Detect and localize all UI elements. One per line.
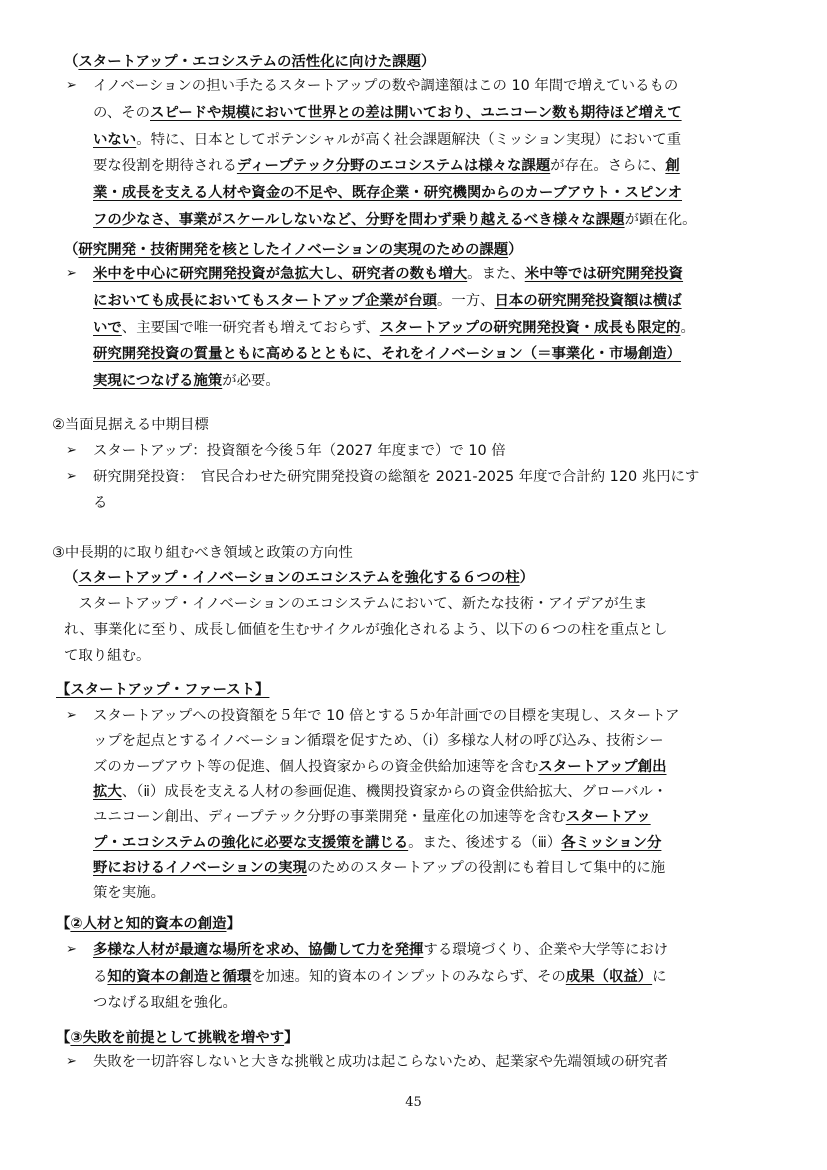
goal-rnd-cont: る bbox=[93, 495, 108, 511]
text-run: 野におけるイノベーションの実現 bbox=[93, 859, 307, 876]
text-run: 【スタートアップ・ファースト】 bbox=[56, 682, 270, 698]
text-run: 【 bbox=[56, 916, 71, 932]
text-run: スタートアップ・イノベーションのエコシステムを強化する６つの柱 bbox=[78, 570, 520, 586]
text-run: の、その bbox=[93, 104, 150, 121]
text-run: （ bbox=[64, 570, 79, 586]
paragraph-line bbox=[93, 731, 664, 751]
text-run: 研究開発・技術開発を核としたイノベーションの実現のための課題 bbox=[78, 242, 509, 258]
text-run: 。また、 bbox=[467, 266, 525, 282]
text-run: いで bbox=[93, 319, 122, 336]
text-run: が存在。さらに、 bbox=[550, 158, 666, 175]
text-run: が必要。 bbox=[222, 373, 280, 390]
text-run: ディープテック分野のエコシステムは様々な課題 bbox=[236, 158, 551, 175]
pillar-heading bbox=[56, 914, 241, 934]
paragraph-line bbox=[93, 344, 681, 364]
text-run: る bbox=[93, 968, 108, 985]
bullet-arrow-icon: ➢ bbox=[66, 469, 77, 484]
bullet-arrow-icon: ➢ bbox=[66, 266, 77, 281]
text-run: スピードや規模において世界との差は開いており、ユニコーン数も期待ほど増えて bbox=[150, 104, 682, 121]
text-run: スタートアップの研究開発投資・成長も限定的 bbox=[379, 319, 681, 336]
section-title: ②当面見据える中期目標 bbox=[52, 417, 209, 433]
paragraph-line bbox=[93, 76, 678, 96]
text-run: ②人材と知的資本の創造 bbox=[70, 916, 227, 932]
text-run: ユニコーン創出、ディープテック分野の事業開発・量産化の加速等を含む bbox=[93, 809, 566, 826]
text-run: 成果（収益） bbox=[565, 968, 653, 985]
text-run: スタートアップへの投資額を５年で 10 倍とする５か年計画での目標を実現し、スタートア bbox=[93, 708, 680, 724]
bullet-arrow-icon: ➢ bbox=[66, 708, 77, 723]
text-run: 要な役割を期待される bbox=[93, 158, 237, 175]
text-run: 】 bbox=[226, 916, 241, 932]
text-run: イノベーションの担い手たるスタートアップの数や調達額はこの 10 年間で増えているもの bbox=[93, 78, 679, 94]
bullet-arrow-icon: ➢ bbox=[66, 942, 77, 957]
text-run: 。一方、 bbox=[436, 292, 495, 309]
text-run: に bbox=[652, 968, 667, 985]
paragraph-line bbox=[93, 858, 665, 878]
bullet-arrow-icon: ➢ bbox=[66, 443, 77, 458]
text-run: 策を実施。 bbox=[93, 885, 165, 902]
paragraph-line bbox=[93, 967, 667, 987]
paragraph-line bbox=[93, 993, 237, 1013]
paragraph-line bbox=[93, 940, 668, 960]
paragraph-line bbox=[93, 807, 651, 827]
text-run: が顕在化。 bbox=[624, 212, 697, 228]
paragraph-line bbox=[93, 706, 680, 726]
text-run: 。 bbox=[680, 319, 695, 336]
text-run: スタートアップ創出 bbox=[538, 758, 667, 775]
text-run: する環境づくり、企業や大学等におけ bbox=[423, 942, 669, 958]
text-run: ） bbox=[508, 242, 523, 258]
section-heading bbox=[64, 568, 534, 588]
text-run: 米中を中心に研究開発投資が急拡大し、研究者の数も増大 bbox=[93, 266, 468, 282]
text-run: 実現につなげる施策 bbox=[93, 373, 223, 390]
paragraph-line bbox=[93, 156, 680, 176]
text-run: 研究開発投資の質量ともに高めるとともに、それをイノベーション（＝事業化・市場創造） bbox=[93, 346, 682, 363]
goal-rnd: 研究開発投資： 官民合わせた研究開発投資の総額を 2021-2025 年度で合計約 120 兆円にす bbox=[93, 469, 700, 485]
text-run: のためのスタートアップの役割にも着目して集中的に施 bbox=[306, 859, 666, 876]
text-run: いない bbox=[93, 131, 137, 148]
text-run: プ・エコシステムの強化に必要な支援策を講じる bbox=[93, 834, 409, 851]
section-title: ③中長期的に取り組むべき領域と政策の方向性 bbox=[52, 545, 353, 561]
section-heading bbox=[64, 52, 435, 72]
section-heading bbox=[64, 240, 523, 260]
text-run: 】 bbox=[284, 1030, 299, 1046]
text-run: 業・成長を支える人材や資金の不足や、既存企業・研究機関からのカーブアウト・スピンオ bbox=[93, 185, 683, 202]
bullet-arrow-icon: ➢ bbox=[66, 78, 77, 93]
text-run: （ bbox=[64, 242, 79, 258]
text-run: 多様な人材が最適な場所を求め、協働して力を発揮 bbox=[93, 942, 424, 958]
pillar-heading bbox=[56, 680, 269, 700]
text-run: 【 bbox=[56, 1030, 71, 1046]
paragraph-line bbox=[93, 1052, 668, 1072]
text-run: 各ミッション分 bbox=[561, 834, 662, 851]
text-run: 米中等では研究開発投資 bbox=[524, 266, 684, 282]
text-run: （ bbox=[64, 54, 79, 70]
paragraph-line bbox=[93, 210, 697, 230]
text-run: ップを起点とするイノベーション循環を促すため、（ⅰ）多様な人材の呼び込み、技術シー bbox=[93, 733, 664, 750]
text-run: 知的資本の創造と循環 bbox=[107, 968, 252, 985]
text-run: 、（ⅱ）成長を支える人材の参画促進、機関投資家からの資金供給拡大、グローバル・ bbox=[121, 783, 668, 800]
paragraph-line bbox=[93, 371, 280, 391]
paragraph-line bbox=[93, 318, 695, 338]
paragraph-line bbox=[93, 130, 681, 150]
text-run: を加速。知的資本のインプットのみならず、その bbox=[251, 968, 566, 985]
text-run: フの少なさ、事業がスケールしないなど、分野を問わず乗り越えるべき様々な課題 bbox=[93, 212, 625, 228]
paragraph-line bbox=[93, 264, 683, 284]
paragraph-line: て取り組む。 bbox=[64, 648, 151, 664]
text-run: スタートアップ・エコシステムの活性化に向けた課題 bbox=[78, 54, 421, 70]
text-run: ズのカーブアウト等の促進、個人投資家からの資金供給加速等を含む bbox=[93, 758, 539, 775]
text-run: においても成長においてもスタートアップ企業が台頭 bbox=[93, 292, 437, 309]
text-run: つなげる取組を強化。 bbox=[93, 995, 237, 1011]
paragraph-line bbox=[93, 757, 666, 777]
page-number: 45 bbox=[405, 1095, 422, 1110]
goal-startup: スタートアップ：投資額を今後５年（2027 年度まで）で 10 倍 bbox=[93, 443, 506, 459]
text-run: 失敗を一切許容しないと大きな挑戦と成功は起こらないため、起業家や先端領域の研究者 bbox=[93, 1054, 669, 1070]
text-run: ） bbox=[519, 570, 535, 586]
text-run: ③失敗を前提として挑戦を増やす bbox=[70, 1030, 285, 1046]
text-run: スタートアッ bbox=[565, 809, 651, 826]
paragraph-line bbox=[93, 291, 682, 311]
paragraph-line bbox=[93, 833, 661, 853]
paragraph-line: れ、事業化に至り、成長し価値を生むサイクルが強化されるよう、以下の６つの柱を重点とし bbox=[64, 622, 668, 638]
text-run: 拡大 bbox=[93, 783, 122, 800]
pillar-heading bbox=[56, 1028, 298, 1048]
paragraph-line bbox=[93, 782, 667, 802]
text-run: 創 bbox=[665, 158, 680, 175]
paragraph-line bbox=[93, 103, 682, 123]
text-run: 。また、後述する（ⅲ） bbox=[408, 834, 562, 851]
paragraph-line bbox=[93, 183, 682, 203]
bullet-arrow-icon: ➢ bbox=[66, 1054, 77, 1069]
text-run: 、主要国で唯一研究者も増えておらず、 bbox=[121, 319, 380, 336]
text-run: 。特に、日本としてポテンシャルが高く社会課題解決（ミッション実現）において重 bbox=[136, 131, 682, 148]
text-run: 日本の研究開発投資額は横ば bbox=[494, 292, 682, 309]
text-run: ） bbox=[420, 54, 436, 70]
paragraph-line: スタートアップ・イノベーションのエコシステムにおいて、新たな技術・アイデアが生ま bbox=[64, 596, 648, 612]
paragraph-line bbox=[93, 883, 165, 903]
